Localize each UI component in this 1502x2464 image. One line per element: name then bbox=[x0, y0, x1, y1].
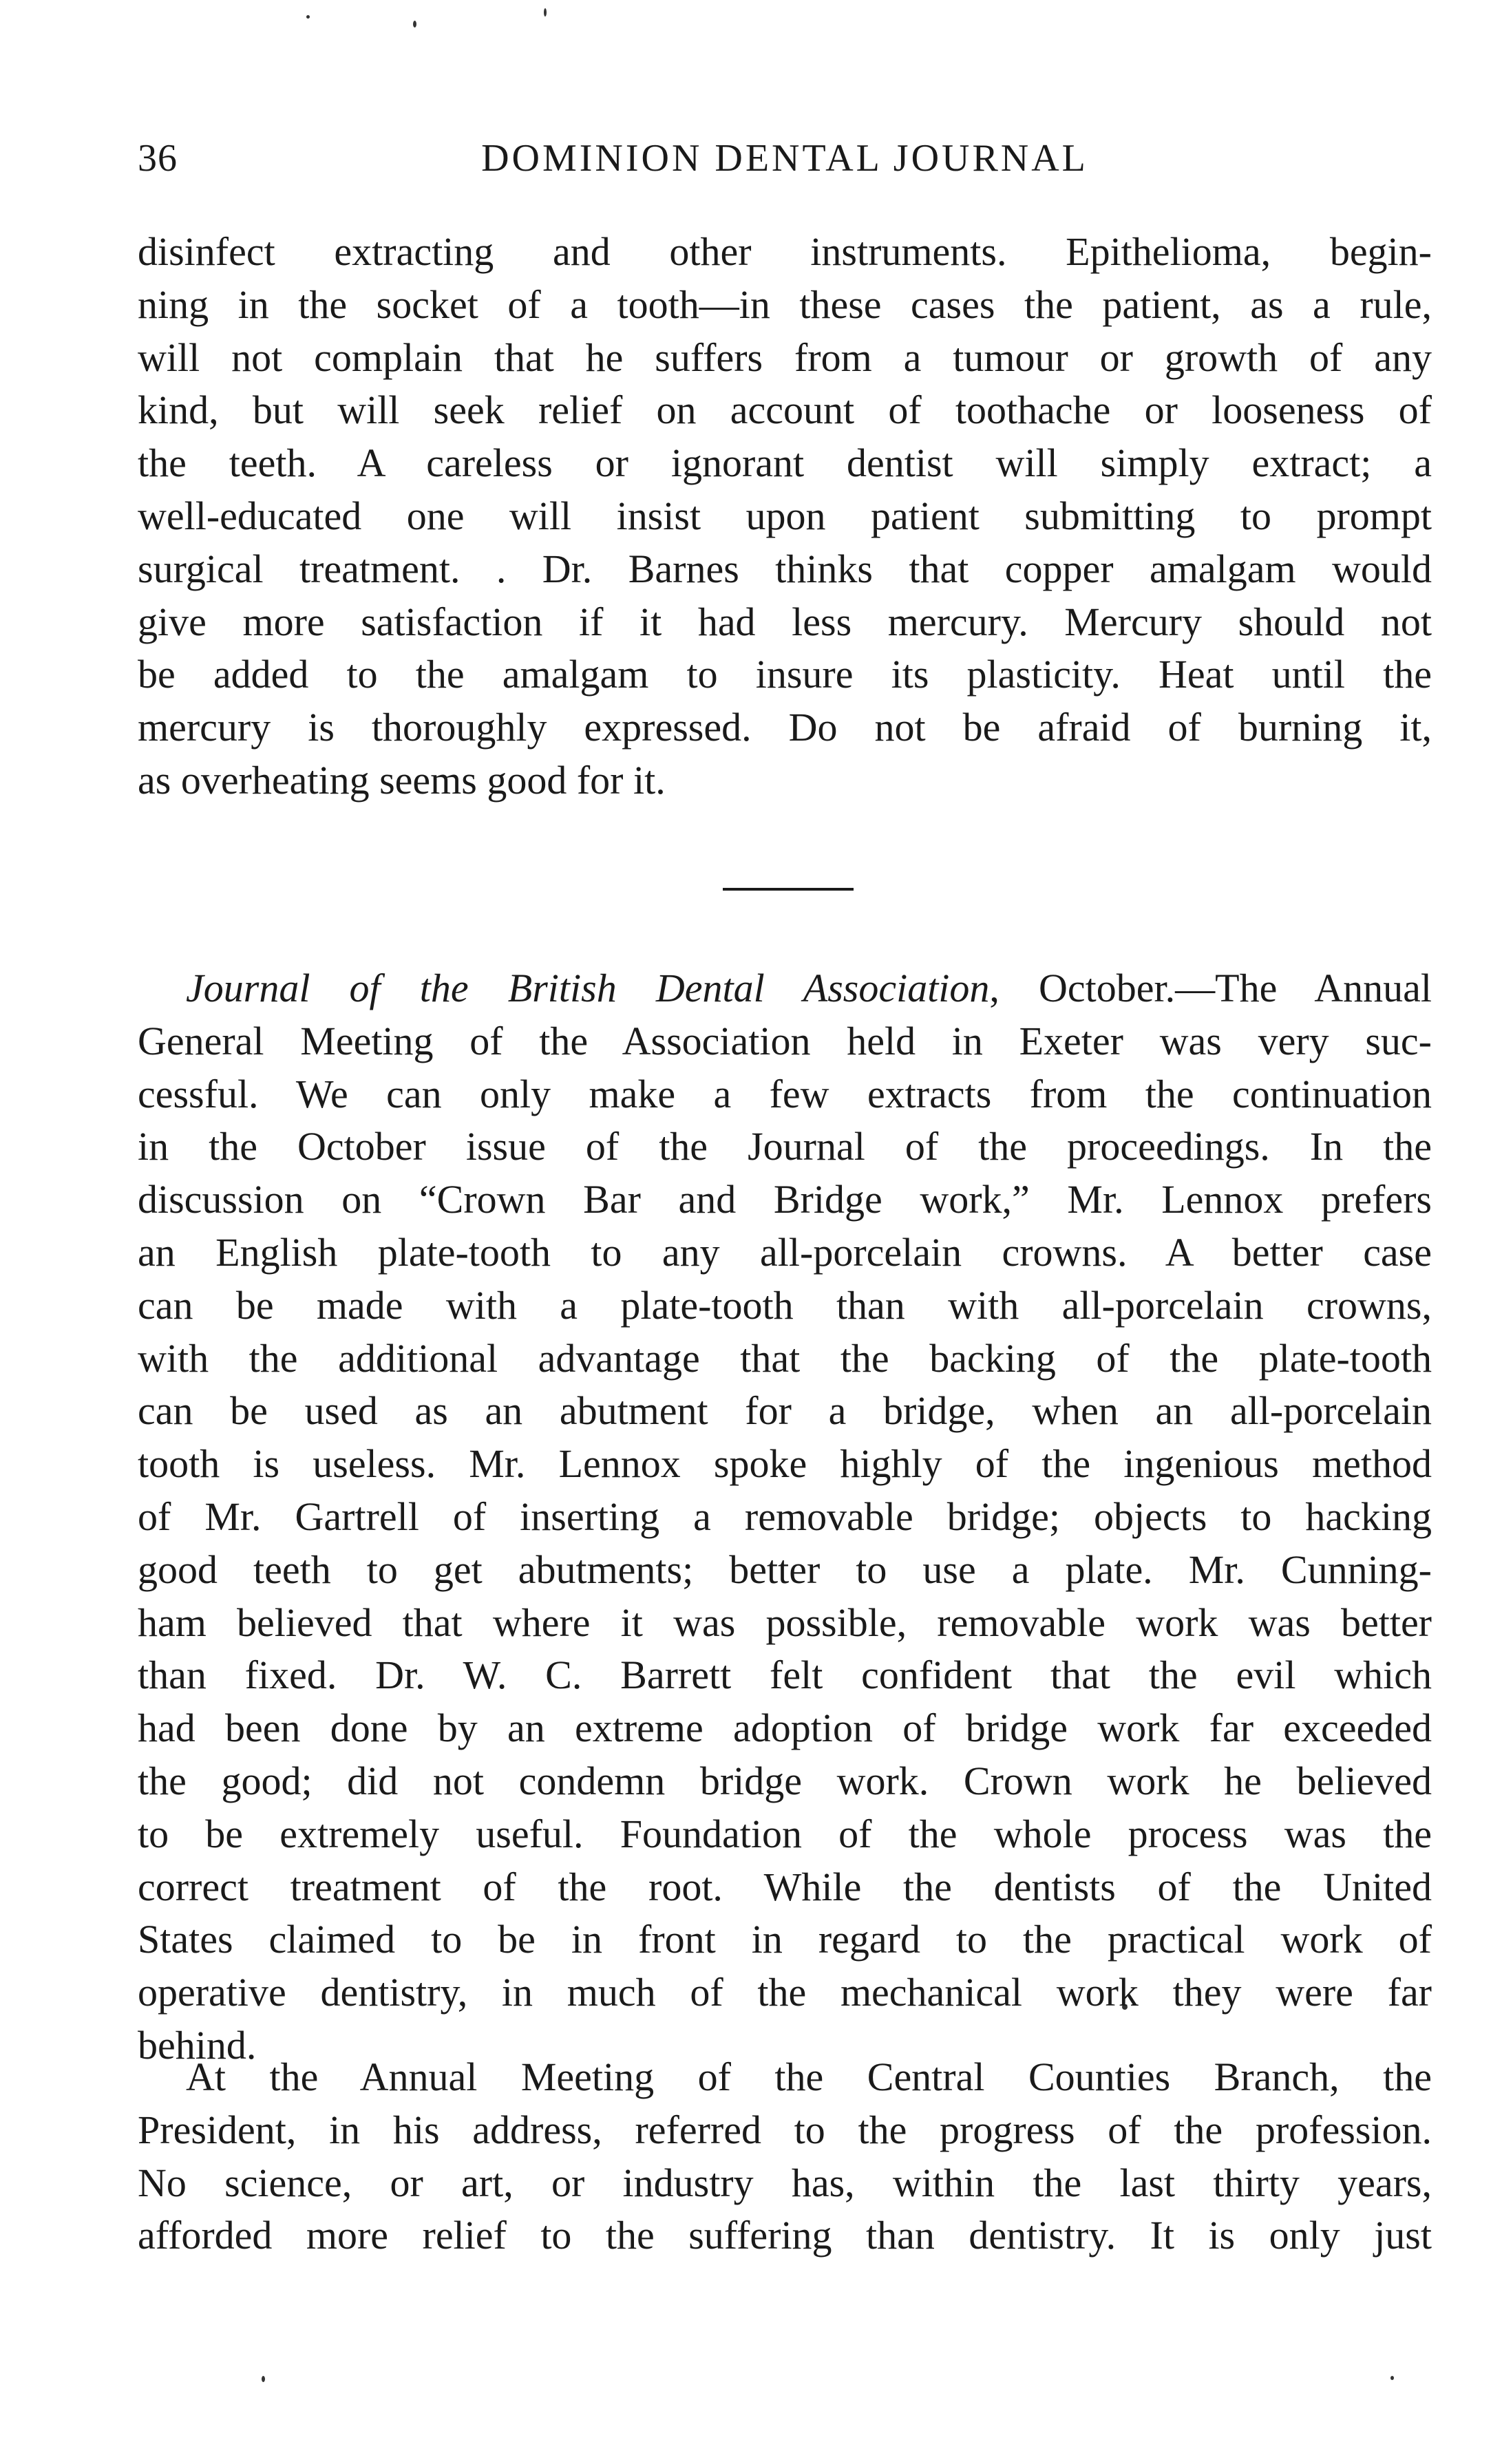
text-line: as overheating seems good for it. bbox=[138, 757, 666, 803]
running-title: DOMINION DENTAL JOURNAL bbox=[481, 137, 1088, 180]
text-line: will not complain that he suffers from a tumour or growth of any bbox=[138, 334, 1432, 380]
text-line: No science, or art, or industry has, within the last thirty years, bbox=[138, 2160, 1432, 2205]
page-number: 36 bbox=[138, 137, 178, 180]
paragraph-british-dental bbox=[138, 962, 1432, 2072]
text-line: States claimed to be in front in regard to the practical work of bbox=[138, 1917, 1432, 1962]
section-divider bbox=[723, 888, 854, 891]
text-line: can be used as an abutment for a bridge, when an all-porcelain bbox=[138, 1388, 1432, 1434]
text-line: cessful. We can only make a few extracts from the continuation bbox=[138, 1071, 1432, 1116]
print-speck bbox=[413, 21, 416, 28]
print-speck bbox=[544, 8, 547, 17]
text-line bbox=[138, 962, 1432, 1015]
text-line: be added to the amalgam to insure its plasticity. Heat until the bbox=[138, 652, 1432, 697]
text-line: the teeth. A careless or ignorant dentist will simply extract; a bbox=[138, 440, 1432, 486]
text-line: surgical treatment. . Dr. Barnes thinks that copper amalgam would bbox=[138, 546, 1432, 591]
text-line: had been done by an extreme adoption of bridge work far exceeded bbox=[138, 1706, 1432, 1751]
text-line: to be extremely useful. Foundation of the whole process was the bbox=[138, 1811, 1432, 1856]
text-line: the good; did not condemn bridge work. Crown work he believed bbox=[138, 1758, 1432, 1803]
text-line: behind. bbox=[138, 2022, 257, 2068]
text-line: with the additional advantage that the backing of the plate-tooth bbox=[138, 1335, 1432, 1381]
text-line: mercury is thoroughly expressed. Do not be afraid of burning it, bbox=[138, 705, 1432, 750]
text-line: good teeth to get abutments; better to use a plate. Mr. Cunning- bbox=[138, 1547, 1432, 1592]
print-speck bbox=[306, 15, 310, 19]
text-line: tooth is useless. Mr. Lennox spoke highly of the ingenious method bbox=[138, 1441, 1432, 1487]
text-line: give more satisfaction if it had less mercury. Mercury should not bbox=[138, 599, 1432, 644]
text-line: President, in his address, referred to the progress of the profession. bbox=[138, 2107, 1432, 2152]
paragraph-disinfect bbox=[138, 226, 1432, 807]
text-line: ning in the socket of a tooth—in these cases the patient, as a rule, bbox=[138, 282, 1432, 327]
text-line: kind, but will seek relief on account of toothache or looseness of bbox=[138, 387, 1432, 433]
text-line: correct treatment of the root. While the dentists of the United bbox=[138, 1864, 1432, 1909]
text-line: in the October issue of the Journal of the proceedings. In the bbox=[138, 1124, 1432, 1169]
journal-citation: Journal of the British Dental Association bbox=[186, 966, 990, 1010]
text-line: of Mr. Gartrell of inserting a removable bridge; objects to hacking bbox=[138, 1494, 1432, 1539]
text-line: can be made with a plate-tooth than with all-porcelain crowns, bbox=[138, 1282, 1432, 1328]
text-line: afforded more relief to the suffering than dentistry. It is only just bbox=[138, 2213, 1432, 2258]
text-line: At the Annual Meeting of the Central Counties Branch, the bbox=[186, 2054, 1432, 2099]
text-line: disinfect extracting and other instruments. Epithelioma, begin- bbox=[138, 229, 1432, 274]
text-line: than fixed. Dr. W. C. Barrett felt confident that the evil which bbox=[138, 1653, 1432, 1698]
paragraph-central-counties bbox=[138, 2051, 1432, 2262]
text-line: well-educated one will insist upon patient submitting to prompt bbox=[138, 493, 1432, 538]
citation-rest: , October.—The Annual bbox=[989, 966, 1432, 1010]
text-line: operative dentistry, in much of the mechanical work they were far bbox=[138, 1970, 1432, 2015]
print-speck bbox=[262, 2376, 265, 2382]
print-speck bbox=[1390, 2376, 1394, 2380]
text-line: an English plate-tooth to any all-porcelain crowns. A better case bbox=[138, 1229, 1432, 1275]
text-line: ham believed that where it was possible, removable work was better bbox=[138, 1600, 1432, 1645]
page-header bbox=[138, 131, 1432, 193]
text-line: discussion on “Crown Bar and Bridge work,” Mr. Lennox prefers bbox=[138, 1177, 1432, 1222]
text-line: General Meeting of the Association held in Exeter was very suc- bbox=[138, 1018, 1432, 1063]
